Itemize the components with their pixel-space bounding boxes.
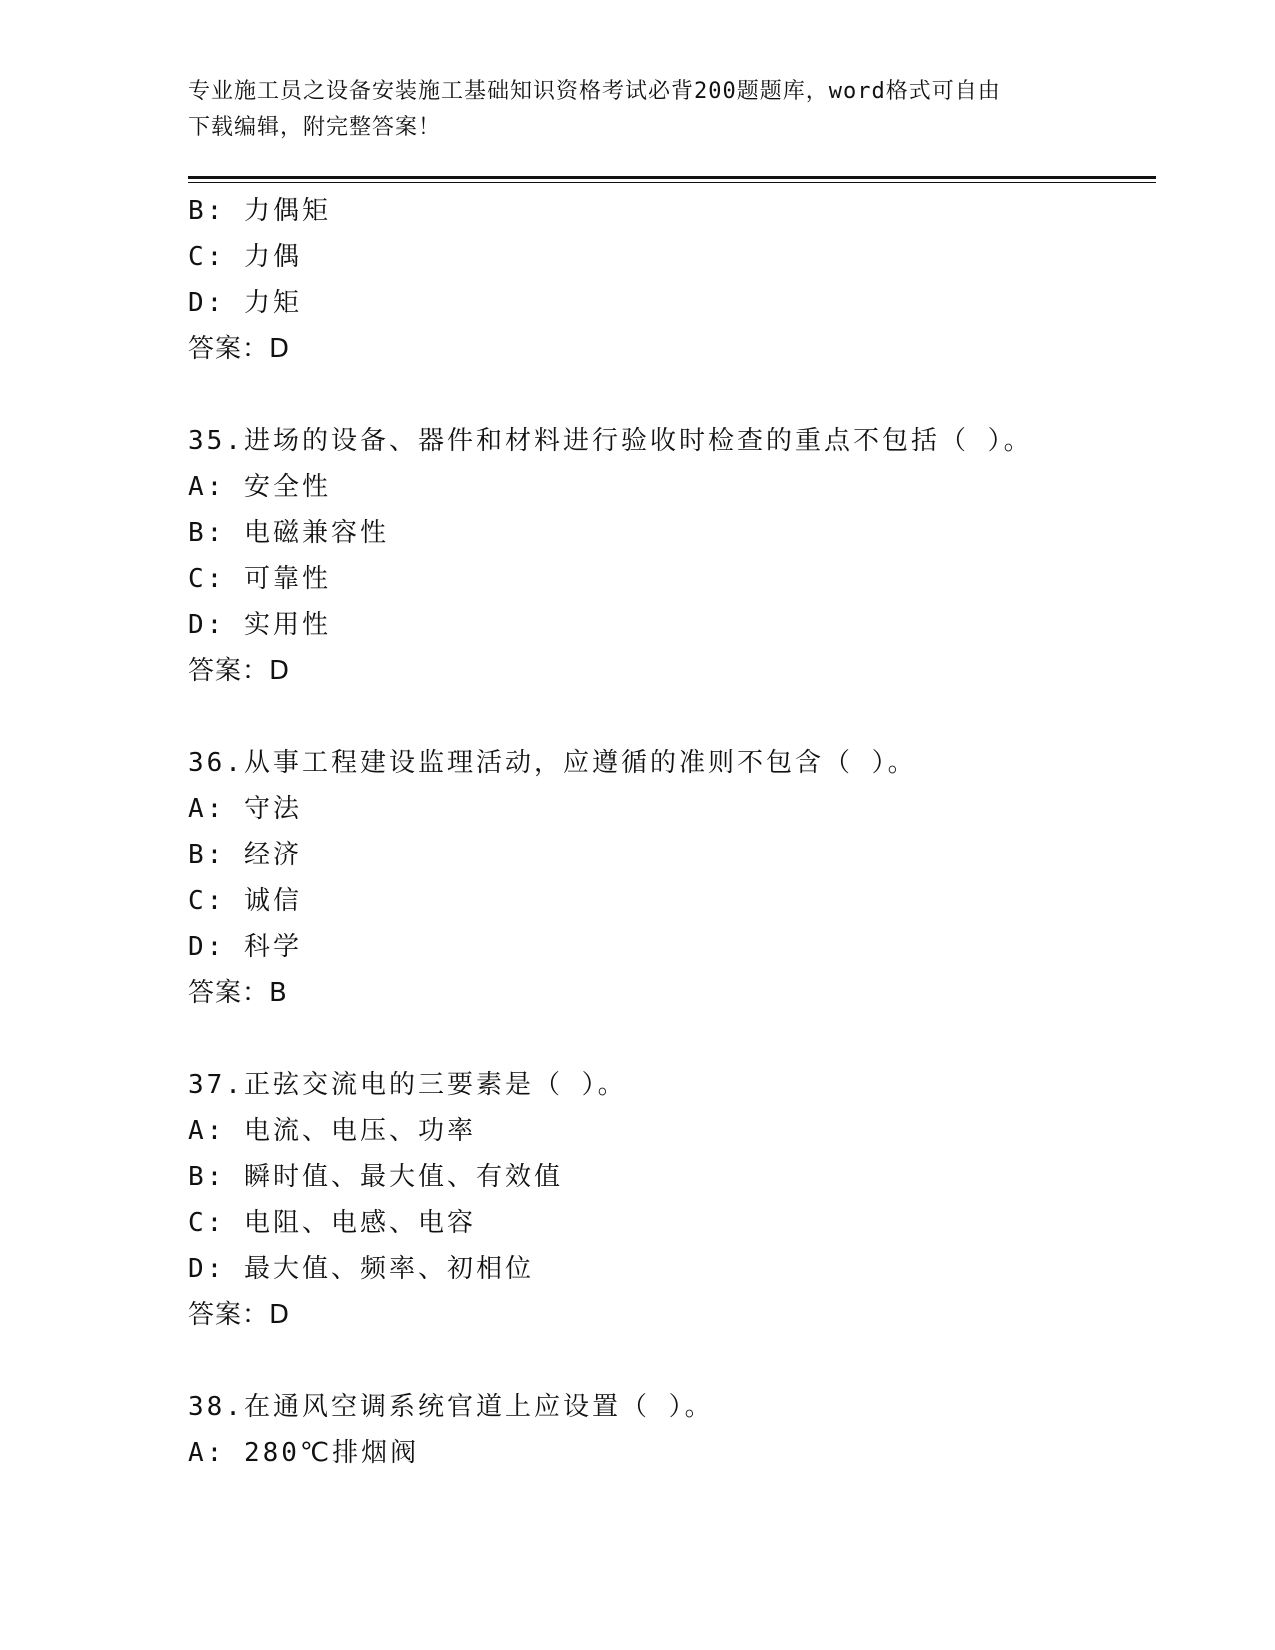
option-c: C: 可靠性 [188,564,331,594]
option-c: C: 力偶 [188,242,302,272]
option-d: D: 实用性 [188,610,331,640]
answer-line: 答案：D [188,334,291,364]
question-block-37 [188,1062,1148,1338]
question-block-35 [188,418,1148,694]
header-line-1: 专业施工员之设备安装施工基础知识资格考试必背200题题库，word格式可自由 [188,79,1001,104]
option-b: B: 经济 [188,840,302,870]
question-block-36 [188,740,1148,1016]
document-header [188,74,1068,146]
document-body [188,188,1148,1476]
header-divider-thick [188,176,1156,179]
question-text: 35.进场的设备、器件和材料进行验收时检查的重点不包括（ ）。 [188,426,1033,456]
question-text: 38.在通风空调系统官道上应设置（ ）。 [188,1392,714,1422]
option-d: D: 力矩 [188,288,302,318]
option-b: B: 电磁兼容性 [188,518,389,548]
question-block-38 [188,1384,1148,1476]
question-block-34-continued [188,188,1148,372]
option-a: A: 守法 [188,794,302,824]
option-b: B: 力偶矩 [188,196,331,226]
question-text: 37.正弦交流电的三要素是（ ）。 [188,1070,627,1100]
option-c: C: 电阻、电感、电容 [188,1208,476,1238]
option-d: D: 科学 [188,932,302,962]
option-c: C: 诚信 [188,886,302,916]
question-text: 36.从事工程建设监理活动，应遵循的准则不包含（ ）。 [188,748,917,778]
answer-line: 答案：B [188,978,288,1008]
header-divider-thin [188,182,1156,183]
header-line-2: 下载编辑，附完整答案！ [188,115,442,140]
option-d: D: 最大值、频率、初相位 [188,1254,534,1284]
option-b: B: 瞬时值、最大值、有效值 [188,1162,563,1192]
answer-line: 答案：D [188,656,291,686]
option-a: A: 安全性 [188,472,331,502]
answer-line: 答案：D [188,1300,291,1330]
option-a: A: 280℃排烟阀 [188,1438,420,1468]
option-a: A: 电流、电压、功率 [188,1116,476,1146]
